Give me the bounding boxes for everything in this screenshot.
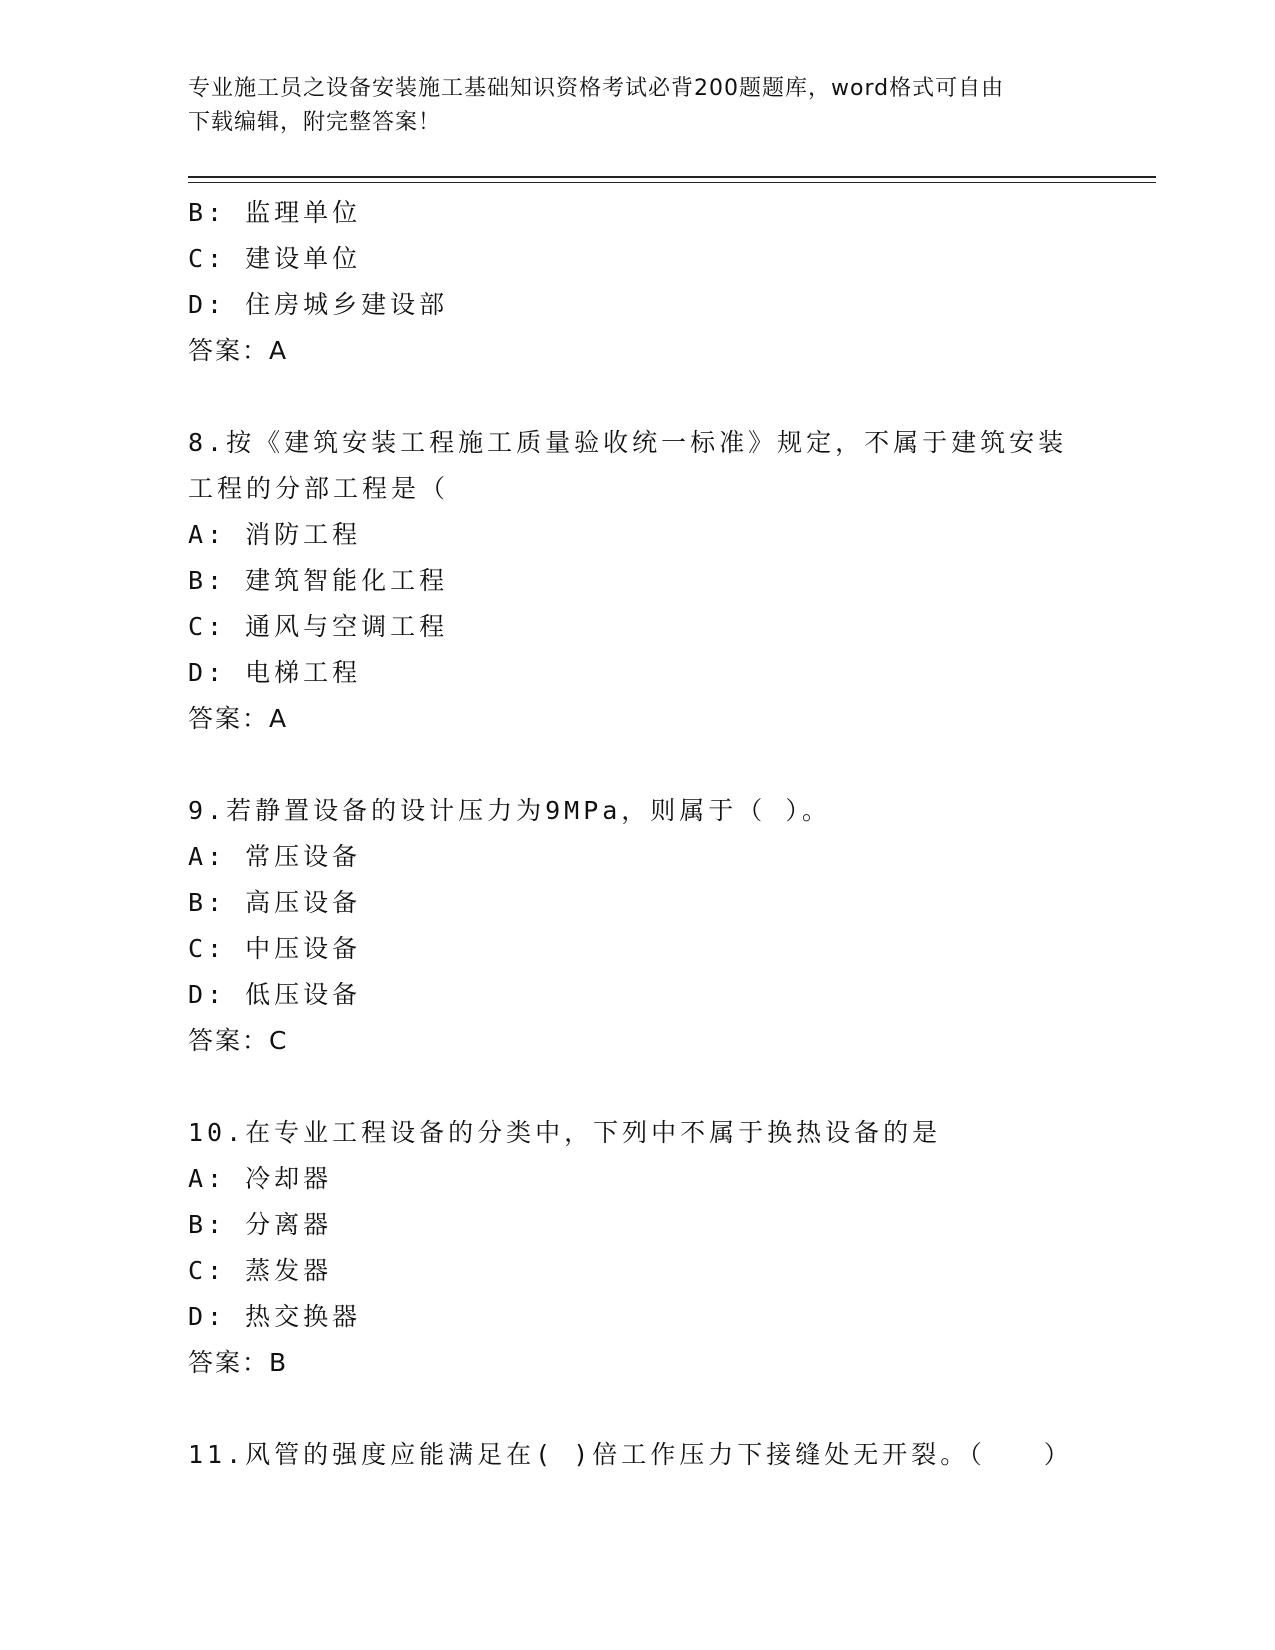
question-stem: 8.按《建筑安装工程施工质量验收统一标准》规定，不属于建筑安装 xyxy=(188,428,1068,457)
option-b: B: 高压设备 xyxy=(188,888,362,917)
header-divider-thin xyxy=(188,182,1156,183)
question-list xyxy=(188,190,1088,1478)
option-d: D: 低压设备 xyxy=(188,980,362,1009)
document-header xyxy=(188,72,1068,140)
header-line-2: 下载编辑，附完整答案！ xyxy=(188,110,442,135)
question-stem: 工程的分部工程是（ xyxy=(188,474,450,503)
option-b: B: 监理单位 xyxy=(188,198,362,227)
question-stem: 9.若静置设备的设计压力为9MPa，则属于（ ）。 xyxy=(188,796,831,825)
question-stem: 10.在专业工程设备的分类中，下列中不属于换热设备的是 xyxy=(188,1118,942,1147)
option-c: C: 通风与空调工程 xyxy=(188,612,449,641)
spacer xyxy=(188,1064,1088,1110)
option-b: B: 建筑智能化工程 xyxy=(188,566,449,595)
header-line-1: 专业施工员之设备安装施工基础知识资格考试必背200题题库，word格式可自由 xyxy=(188,76,1005,101)
option-c: C: 蒸发器 xyxy=(188,1256,333,1285)
answer-label: 答案：A xyxy=(188,336,289,365)
question-block xyxy=(188,190,1088,374)
option-c: C: 中压设备 xyxy=(188,934,362,963)
option-d: D: 电梯工程 xyxy=(188,658,362,687)
question-block xyxy=(188,1110,1088,1386)
option-a: A: 冷却器 xyxy=(188,1164,333,1193)
option-a: A: 常压设备 xyxy=(188,842,362,871)
question-block xyxy=(188,1432,1088,1478)
spacer xyxy=(188,1386,1088,1432)
option-d: D: 住房城乡建设部 xyxy=(188,290,449,319)
answer-label: 答案：A xyxy=(188,704,289,733)
header-divider-thick xyxy=(188,176,1156,178)
question-block xyxy=(188,788,1088,1064)
option-c: C: 建设单位 xyxy=(188,244,362,273)
spacer xyxy=(188,742,1088,788)
question-stem: 11.风管的强度应能满足在( )倍工作压力下接缝处无开裂。（ ） xyxy=(188,1440,1073,1469)
answer-label: 答案：B xyxy=(188,1348,289,1377)
option-a: A: 消防工程 xyxy=(188,520,362,549)
question-block xyxy=(188,420,1088,742)
spacer xyxy=(188,374,1088,420)
option-d: D: 热交换器 xyxy=(188,1302,362,1331)
answer-label: 答案：C xyxy=(188,1026,289,1055)
option-b: B: 分离器 xyxy=(188,1210,333,1239)
